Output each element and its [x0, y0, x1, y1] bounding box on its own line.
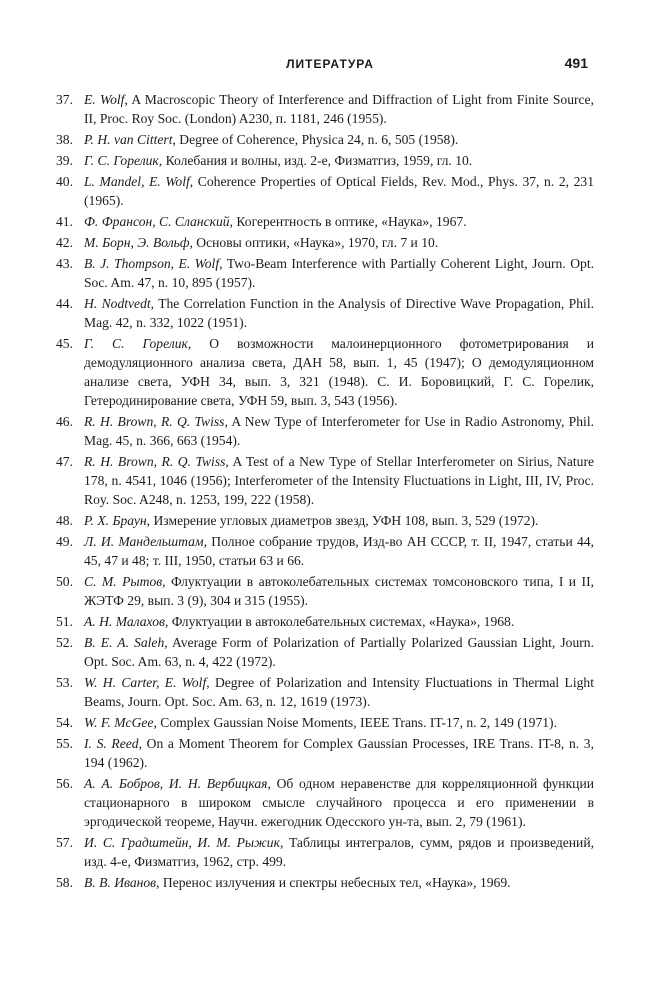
reference-authors: B. E. A. Saleh: [84, 635, 165, 650]
reference-text: , Об одном неравенстве для корреляционной функции стационарного в широком смысле случайного процесса и его применении в эргодической теореме, Научн. ежегодник Одесского ун-та, вып. 2, 79 (1961).: [84, 776, 594, 829]
reference-authors: В. В. Иванов: [84, 875, 157, 890]
reference-number: 49.: [56, 534, 73, 549]
reference-number: 54.: [56, 715, 73, 730]
reference-authors: L. Mandel, E. Wolf: [84, 174, 190, 189]
page-header: [0, 55, 660, 77]
reference-number: 45.: [56, 336, 73, 351]
reference-item: [56, 532, 594, 570]
reference-text: , Флуктуации в автоколебательных системах, «Наука», 1968.: [164, 614, 515, 629]
reference-number: 48.: [56, 513, 73, 528]
reference-authors: М. Борн, Э. Вольф: [84, 235, 190, 250]
reference-number: 40.: [56, 174, 73, 189]
reference-text: , Перенос излучения и спектры небесных тел, «Наука», 1969.: [156, 875, 511, 890]
reference-text: , A New Type of Interferometer for Use in Radio Astronomy, Phil. Mag. 45, n. 366, 663 (1954).: [84, 414, 594, 448]
reference-item: [56, 572, 594, 610]
reference-authors: С. М. Рытов: [84, 574, 163, 589]
reference-authors: А. Н. Малахов: [84, 614, 165, 629]
reference-authors: А. А. Бобров, И. Н. Вербицкая: [84, 776, 268, 791]
reference-item: [56, 90, 594, 128]
reference-text: , Degree of Coherence, Physica 24, n. 6, 505 (1958).: [172, 132, 459, 147]
page-number: 491: [564, 55, 588, 71]
reference-number: 53.: [56, 675, 73, 690]
reference-text: , Основы оптики, «Наука», 1970, гл. 7 и 10.: [189, 235, 439, 250]
reference-text: , Полное собрание трудов, Изд-во АН СССР, т. II, 1947, статьи 44, 45, 47 и 48; т. III, 1950, статьи 63 и 66.: [84, 534, 595, 568]
running-title: ЛИТЕРАТУРА: [286, 57, 374, 71]
reference-authors: H. Nodtvedt: [84, 296, 151, 311]
reference-authors: I. S. Reed: [84, 736, 139, 751]
reference-number: 51.: [56, 614, 73, 629]
reference-item: [56, 612, 594, 631]
reference-text: , О возможности малоинерционного фотометрирования и демодуляционного анализа света, ДАН 58, вып. 1, 45 (1947); О демодуляционном анализе света, УФН 34, вып. 3, 321 (1948). С. И. Боровицкий, Г. С. Горелик, Гетеродинирование света, УФН 59, вып. 3, 543 (1956).: [84, 336, 595, 408]
reference-item: [56, 734, 594, 772]
reference-authors: W. F. McGee: [84, 715, 154, 730]
reference-item: [56, 254, 594, 292]
reference-authors: И. С. Градштейн, И. М. Рыжик: [84, 835, 280, 850]
reference-authors: R. H. Brown, R. Q. Twiss: [84, 454, 226, 469]
reference-text: , A Test of a New Type of Stellar Interferometer on Sirius, Nature 178, n. 4541, 1046 (1956); Interferometer of the Intensity Fluctuations in Light, III, IV, Proc. Roy. Soc. A248, n. 1253, 199, 222 (1958).: [84, 454, 595, 507]
reference-item: [56, 833, 594, 871]
reference-item: [56, 673, 594, 711]
reference-text: , The Correlation Function in the Analysis of Directive Wave Propagation, Phil. Mag. 42, n. 332, 1022 (1951).: [84, 296, 594, 330]
reference-text: , Average Form of Polarization of Partially Polarized Gaussian Light, Journ. Opt. Soc. Am. 63, n. 4, 422 (1972).: [84, 635, 594, 669]
reference-item: [56, 334, 594, 410]
reference-authors: R. H. Brown, R. Q. Twiss: [84, 414, 225, 429]
reference-item: [56, 172, 594, 210]
reference-text: , On a Moment Theorem for Complex Gaussian Processes, IRE Trans. IT-8, n. 3, 194 (1962).: [84, 736, 594, 770]
reference-item: [56, 412, 594, 450]
reference-item: [56, 511, 594, 530]
reference-list: [56, 90, 594, 894]
reference-text: , Флуктуации в автоколебательных системах томсоновского типа, I и II, ЖЭТФ 29, вып. 3 (9), 304 и 315 (1955).: [84, 574, 594, 608]
reference-number: 41.: [56, 214, 73, 229]
reference-item: [56, 233, 594, 252]
reference-authors: W. H. Carter, E. Wolf: [84, 675, 207, 690]
reference-number: 38.: [56, 132, 73, 147]
reference-text: , Когерентность в оптике, «Наука», 1967.: [229, 214, 467, 229]
reference-item: [56, 774, 594, 831]
reference-number: 56.: [56, 776, 73, 791]
reference-text: , Таблицы интегралов, сумм, рядов и произведений, изд. 4-е, Физматгиз, 1962, стр. 499.: [84, 835, 594, 869]
reference-number: 57.: [56, 835, 73, 850]
reference-number: 52.: [56, 635, 73, 650]
reference-number: 42.: [56, 235, 73, 250]
reference-item: [56, 130, 594, 149]
reference-text: , Измерение угловых диаметров звезд, УФН 108, вып. 3, 529 (1972).: [146, 513, 539, 528]
reference-authors: E. Wolf: [84, 92, 125, 107]
reference-authors: Л. И. Мандельштам: [84, 534, 204, 549]
reference-number: 44.: [56, 296, 73, 311]
reference-text: , Complex Gaussian Noise Moments, IEEE Trans. IT-17, n. 2, 149 (1971).: [153, 715, 557, 730]
reference-text: , Coherence Properties of Optical Fields, Rev. Mod., Phys. 37, n. 2, 231 (1965).: [84, 174, 595, 208]
reference-number: 39.: [56, 153, 73, 168]
reference-item: [56, 212, 594, 231]
reference-authors: Г. С. Горелик: [84, 153, 159, 168]
reference-item: [56, 151, 594, 170]
reference-text: , Two-Beam Interference with Partially Coherent Light, Journ. Opt. Soc. Am. 47, n. 10, 895 (1957).: [84, 256, 594, 290]
reference-authors: P. H. van Cittert: [84, 132, 173, 147]
reference-text: , A Macroscopic Theory of Interference and Diffraction of Light from Finite Source, II, Proc. Roy Soc. (London) A230, п. 1181, 246 (1955).: [84, 92, 594, 126]
reference-authors: Г. С. Горелик: [84, 336, 188, 351]
reference-number: 55.: [56, 736, 73, 751]
reference-item: [56, 452, 594, 509]
reference-number: 50.: [56, 574, 73, 589]
reference-item: [56, 633, 594, 671]
reference-text: , Degree of Polarization and Intensity Fluctuations in Thermal Light Beams, Journ. Opt. Soc. Am. 63, n. 12, 1619 (1973).: [84, 675, 594, 709]
reference-item: [56, 294, 594, 332]
reference-item: [56, 713, 594, 732]
reference-number: 58.: [56, 875, 73, 890]
reference-authors: P. X. Браун: [84, 513, 147, 528]
reference-number: 43.: [56, 256, 73, 271]
reference-number: 47.: [56, 454, 73, 469]
reference-authors: B. J. Thompson, E. Wolf: [84, 256, 220, 271]
reference-authors: Ф. Франсон, С. Сланский: [84, 214, 230, 229]
reference-number: 46.: [56, 414, 73, 429]
reference-text: , Колебания и волны, изд. 2-е, Физматгиз, 1959, гл. 10.: [158, 153, 473, 168]
reference-number: 37.: [56, 92, 73, 107]
reference-item: [56, 873, 594, 892]
